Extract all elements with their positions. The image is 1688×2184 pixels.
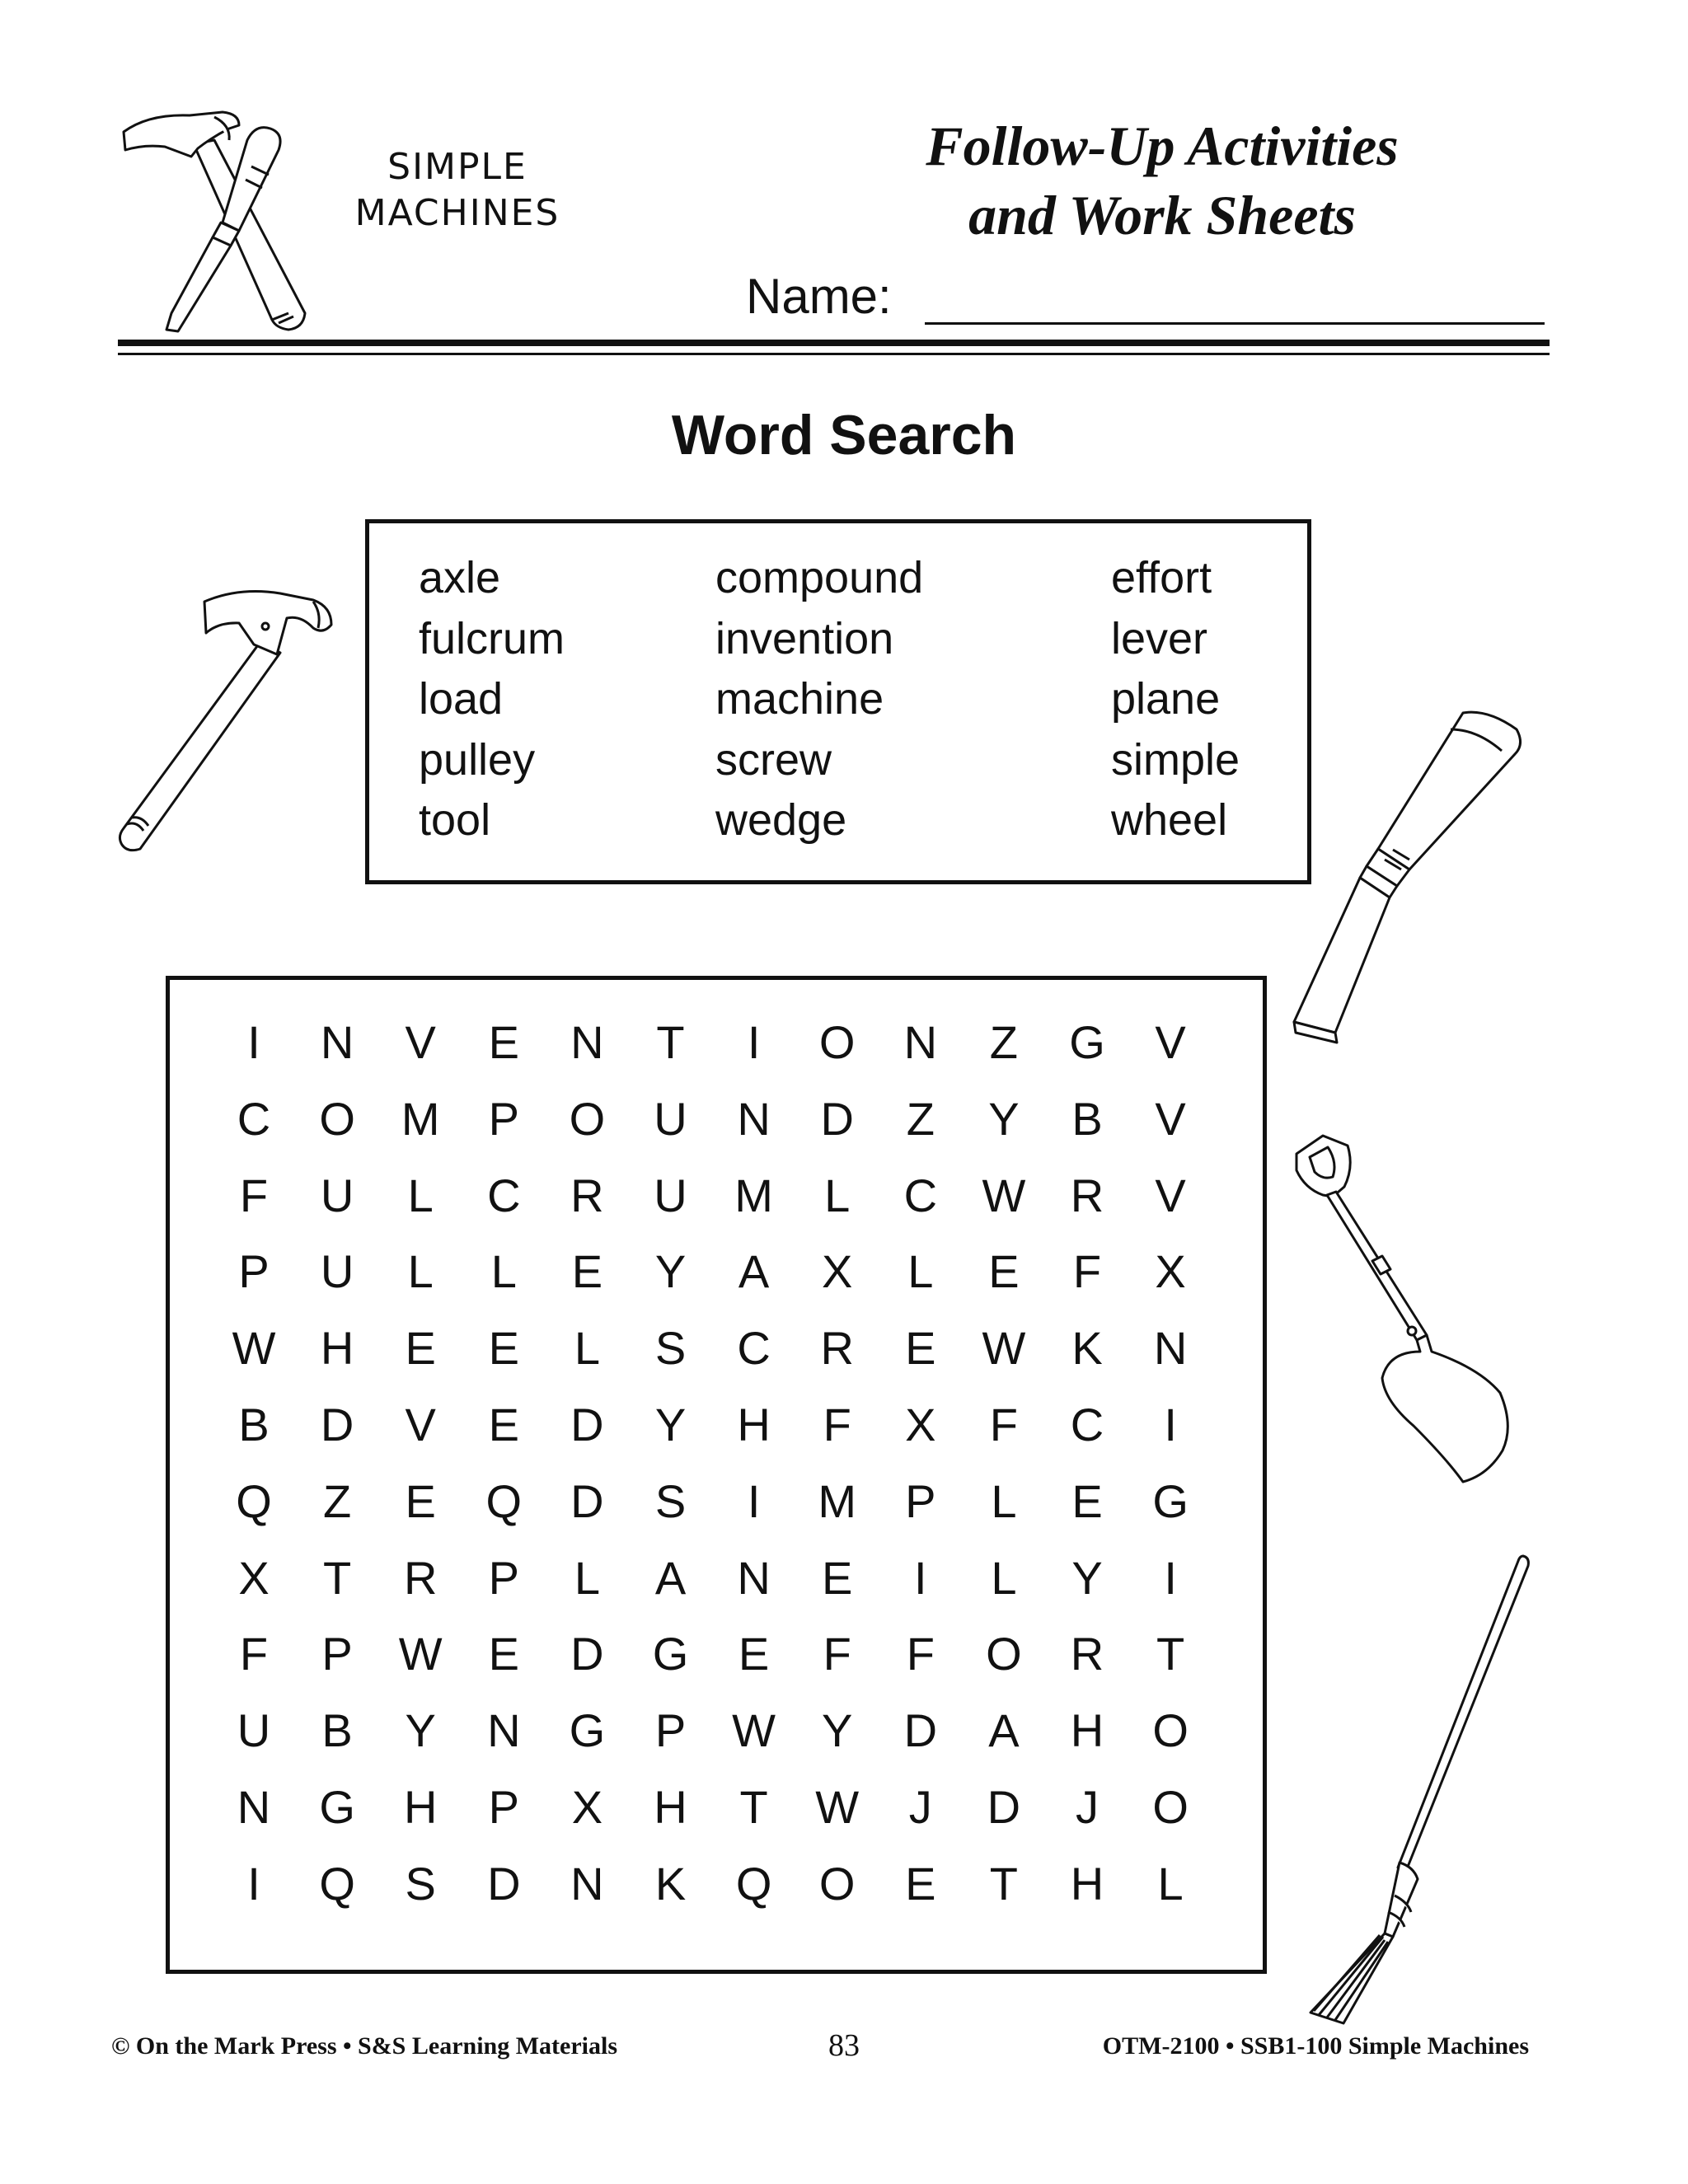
grid-letter[interactable]: T bbox=[322, 1551, 352, 1604]
grid-letter[interactable]: E bbox=[738, 1628, 770, 1680]
grid-letter[interactable]: K bbox=[654, 1857, 687, 1910]
grid-letter[interactable]: D bbox=[320, 1399, 354, 1451]
grid-letter[interactable]: N bbox=[237, 1781, 271, 1833]
grid-letter[interactable]: D bbox=[570, 1399, 604, 1451]
grid-letter[interactable]: B bbox=[238, 1399, 270, 1451]
word-bank-word: load bbox=[419, 674, 504, 724]
grid-letter[interactable]: L bbox=[991, 1551, 1017, 1604]
word-bank-word: axle bbox=[419, 553, 501, 602]
grid-letter[interactable]: L bbox=[991, 1474, 1017, 1527]
grid-letter[interactable]: R bbox=[570, 1169, 604, 1221]
logo-label bbox=[326, 144, 589, 237]
grid-letter[interactable]: P bbox=[488, 1781, 519, 1833]
grid-letter[interactable]: V bbox=[1155, 1016, 1186, 1068]
grid-letter[interactable]: R bbox=[820, 1322, 854, 1375]
grid-letter[interactable]: A bbox=[988, 1704, 1020, 1757]
word-bank-word: simple bbox=[1111, 734, 1240, 785]
grid-letter[interactable]: U bbox=[654, 1092, 687, 1145]
grid-letter[interactable]: T bbox=[989, 1857, 1018, 1910]
grid-letter[interactable]: S bbox=[654, 1322, 687, 1375]
grid-letter[interactable]: M bbox=[818, 1474, 857, 1527]
grid-letter[interactable]: T bbox=[739, 1781, 768, 1833]
grid-letter[interactable]: H bbox=[737, 1399, 771, 1451]
grid-letter[interactable]: Z bbox=[989, 1016, 1018, 1068]
grid-letter[interactable]: B bbox=[321, 1704, 353, 1757]
grid-letter[interactable]: N bbox=[487, 1704, 521, 1757]
grid-letter[interactable]: F bbox=[1072, 1245, 1102, 1298]
grid-letter[interactable]: E bbox=[405, 1474, 436, 1527]
grid-letter[interactable]: E bbox=[488, 1399, 519, 1451]
word-bank-column-1 bbox=[419, 548, 565, 851]
grid-letter[interactable]: B bbox=[1071, 1092, 1103, 1145]
grid-letter[interactable]: C bbox=[903, 1169, 938, 1221]
grid-letter[interactable]: N bbox=[737, 1551, 771, 1604]
header-divider-thin bbox=[118, 353, 1550, 355]
grid-letter[interactable]: E bbox=[488, 1322, 519, 1375]
grid-letter[interactable]: G bbox=[319, 1781, 355, 1833]
grid-letter[interactable]: D bbox=[987, 1781, 1021, 1833]
grid-letter[interactable]: L bbox=[574, 1322, 600, 1375]
grid-letter[interactable]: X bbox=[1155, 1245, 1186, 1298]
grid-letter[interactable]: Q bbox=[485, 1474, 523, 1527]
grid-letter[interactable]: I bbox=[1164, 1399, 1177, 1451]
header-title-line-2: and Work Sheets bbox=[968, 184, 1356, 246]
grid-letter[interactable]: T bbox=[1156, 1628, 1185, 1680]
grid-letter[interactable]: G bbox=[1152, 1474, 1189, 1527]
grid-letter[interactable]: S bbox=[654, 1474, 687, 1527]
grid-letter[interactable]: N bbox=[737, 1092, 771, 1145]
grid-letter[interactable]: L bbox=[824, 1169, 851, 1221]
grid-letter[interactable]: P bbox=[654, 1704, 687, 1757]
grid-letter[interactable]: Z bbox=[322, 1474, 352, 1527]
grid-letter[interactable]: F bbox=[823, 1628, 851, 1680]
grid-letter[interactable]: J bbox=[908, 1781, 932, 1833]
grid-letter[interactable]: X bbox=[571, 1781, 603, 1833]
grid-letter[interactable]: A bbox=[654, 1551, 687, 1604]
grid-letter[interactable]: U bbox=[654, 1169, 687, 1221]
grid-letter[interactable]: N bbox=[320, 1016, 354, 1068]
word-bank-word: screw bbox=[715, 734, 832, 785]
footer-product-code: OTM-2100 • SSB1-100 Simple Machines bbox=[1102, 2032, 1529, 2060]
grid-letter[interactable]: Z bbox=[906, 1092, 935, 1145]
grid-letter[interactable]: Y bbox=[405, 1704, 436, 1757]
grid-letter[interactable]: D bbox=[903, 1704, 938, 1757]
logo-label-line-2: MACHINES bbox=[354, 192, 560, 234]
grid-letter[interactable]: R bbox=[1070, 1628, 1104, 1680]
grid-letter[interactable]: Y bbox=[654, 1245, 687, 1298]
word-bank-word: plane bbox=[1111, 674, 1221, 724]
grid-letter[interactable]: L bbox=[907, 1245, 934, 1298]
grid-letter[interactable]: O bbox=[818, 1016, 856, 1068]
grid-letter[interactable]: E bbox=[988, 1245, 1020, 1298]
word-bank-word: wedge bbox=[715, 795, 847, 845]
word-bank-word: machine bbox=[715, 674, 884, 724]
logo-label-line-1: SIMPLE bbox=[387, 146, 528, 188]
grid-letter[interactable]: I bbox=[914, 1551, 927, 1604]
name-label: Name: bbox=[746, 269, 892, 324]
grid-letter[interactable]: V bbox=[1155, 1169, 1186, 1221]
grid-letter[interactable]: R bbox=[403, 1551, 438, 1604]
grid-letter[interactable]: M bbox=[734, 1169, 773, 1221]
word-bank-word: lever bbox=[1111, 613, 1208, 663]
grid-letter[interactable]: G bbox=[652, 1628, 689, 1680]
grid-letter[interactable]: W bbox=[982, 1169, 1026, 1221]
grid-letter[interactable]: W bbox=[982, 1322, 1026, 1375]
grid-letter[interactable]: F bbox=[823, 1399, 851, 1451]
grid-letter[interactable]: J bbox=[1076, 1781, 1099, 1833]
grid-letter[interactable]: T bbox=[656, 1016, 685, 1068]
grid-letter[interactable]: F bbox=[239, 1169, 269, 1221]
word-bank-word: tool bbox=[419, 795, 491, 845]
grid-letter[interactable]: L bbox=[407, 1169, 434, 1221]
grid-letter[interactable]: S bbox=[405, 1857, 436, 1910]
grid-letter[interactable]: A bbox=[738, 1245, 770, 1298]
grid-letter[interactable]: N bbox=[570, 1016, 604, 1068]
grid-letter[interactable]: U bbox=[237, 1704, 271, 1757]
grid-letter[interactable]: L bbox=[1157, 1857, 1184, 1910]
word-bank-column-3 bbox=[1111, 548, 1240, 851]
grid-letter[interactable]: E bbox=[488, 1628, 519, 1680]
header-title bbox=[824, 111, 1500, 250]
grid-letter[interactable]: I bbox=[247, 1016, 260, 1068]
word-bank-word: effort bbox=[1111, 553, 1212, 602]
grid-letter[interactable]: V bbox=[405, 1399, 436, 1451]
word-bank-word: fulcrum bbox=[419, 613, 565, 663]
grid-letter[interactable]: Y bbox=[822, 1704, 853, 1757]
grid-letter[interactable]: V bbox=[1155, 1092, 1186, 1145]
grid-letter[interactable]: P bbox=[321, 1628, 353, 1680]
grid-letter[interactable]: E bbox=[905, 1857, 936, 1910]
grid-letter[interactable]: D bbox=[570, 1628, 604, 1680]
grid-letter[interactable]: Y bbox=[654, 1399, 687, 1451]
grid-letter[interactable]: C bbox=[1070, 1399, 1104, 1451]
grid-letter[interactable]: G bbox=[569, 1704, 606, 1757]
grid-letter[interactable]: F bbox=[239, 1628, 269, 1680]
grid-letter[interactable]: W bbox=[232, 1322, 276, 1375]
word-bank bbox=[365, 519, 1311, 884]
grid-letter[interactable]: P bbox=[488, 1551, 519, 1604]
grid-letter[interactable]: Q bbox=[236, 1474, 272, 1527]
grid-letter[interactable]: O bbox=[1152, 1781, 1189, 1833]
grid-letter[interactable]: E bbox=[405, 1322, 436, 1375]
grid-letter[interactable]: O bbox=[319, 1092, 355, 1145]
grid-letter[interactable]: O bbox=[1152, 1704, 1189, 1757]
grid-letter[interactable]: N bbox=[1153, 1322, 1188, 1375]
grid-letter[interactable]: E bbox=[905, 1322, 936, 1375]
grid-letter[interactable]: F bbox=[989, 1399, 1018, 1451]
grid-letter[interactable]: H bbox=[320, 1322, 354, 1375]
header-title-line-1: Follow-Up Activities bbox=[926, 115, 1399, 177]
grid-letter[interactable]: Y bbox=[1071, 1551, 1103, 1604]
grid-letter[interactable]: C bbox=[737, 1322, 771, 1375]
chisel-icon bbox=[1286, 705, 1533, 1051]
header-divider-thick bbox=[118, 340, 1550, 346]
grid-letter[interactable]: U bbox=[320, 1169, 354, 1221]
grid-letter[interactable]: C bbox=[237, 1092, 271, 1145]
grid-letter[interactable]: H bbox=[1070, 1857, 1104, 1910]
grid-letter[interactable]: W bbox=[398, 1628, 443, 1680]
grid-letter[interactable]: E bbox=[488, 1016, 519, 1068]
grid-letter[interactable]: H bbox=[403, 1781, 438, 1833]
grid-letter[interactable]: P bbox=[488, 1092, 519, 1145]
word-bank-column-2 bbox=[715, 548, 923, 851]
grid-letter[interactable]: H bbox=[1070, 1704, 1104, 1757]
grid-letter[interactable]: M bbox=[401, 1092, 440, 1145]
grid-letter[interactable]: E bbox=[822, 1551, 853, 1604]
grid-letter[interactable]: D bbox=[487, 1857, 521, 1910]
grid-letter[interactable]: K bbox=[1071, 1322, 1103, 1375]
grid-letter[interactable]: G bbox=[1069, 1016, 1105, 1068]
shovel-icon bbox=[1290, 1129, 1529, 1492]
grid-letter[interactable]: L bbox=[407, 1245, 434, 1298]
grid-letter[interactable]: F bbox=[906, 1628, 935, 1680]
grid-letter[interactable]: R bbox=[1070, 1169, 1104, 1221]
grid-letter[interactable]: I bbox=[247, 1857, 260, 1910]
grid-letter[interactable]: I bbox=[747, 1474, 761, 1527]
word-bank-word: wheel bbox=[1111, 795, 1228, 845]
grid-letter[interactable]: E bbox=[1071, 1474, 1103, 1527]
grid-letter[interactable]: O bbox=[569, 1092, 606, 1145]
grid-letter[interactable]: P bbox=[905, 1474, 936, 1527]
grid-letter[interactable]: P bbox=[238, 1245, 270, 1298]
grid-letter[interactable]: I bbox=[1164, 1551, 1177, 1604]
grid-letter[interactable]: V bbox=[405, 1016, 436, 1068]
grid-letter[interactable]: N bbox=[903, 1016, 938, 1068]
grid-letter[interactable]: O bbox=[986, 1628, 1022, 1680]
grid-letter[interactable]: D bbox=[820, 1092, 854, 1145]
word-bank-word: invention bbox=[715, 613, 894, 663]
grid-letter[interactable]: X bbox=[238, 1551, 270, 1604]
footer-copyright: © On the Mark Press • S&S Learning Materials bbox=[111, 2032, 617, 2060]
grid-letter[interactable]: W bbox=[815, 1781, 860, 1833]
page-number: 83 bbox=[828, 2028, 860, 2063]
grid-letter[interactable]: N bbox=[570, 1857, 604, 1910]
page-title: Word Search bbox=[671, 404, 1017, 466]
grid-letter[interactable]: W bbox=[732, 1704, 776, 1757]
grid-letter[interactable]: X bbox=[905, 1399, 936, 1451]
grid-letter[interactable]: Q bbox=[319, 1857, 355, 1910]
hammer-icon bbox=[115, 577, 346, 857]
grid-letter[interactable]: Q bbox=[735, 1857, 772, 1910]
broom-icon bbox=[1302, 1549, 1533, 2027]
grid-letter[interactable]: E bbox=[571, 1245, 603, 1298]
name-field-line[interactable] bbox=[925, 322, 1545, 325]
grid-letter[interactable]: Y bbox=[988, 1092, 1020, 1145]
grid-letter[interactable]: U bbox=[320, 1245, 354, 1298]
grid-letter[interactable]: C bbox=[487, 1169, 521, 1221]
grid-letter[interactable]: O bbox=[818, 1857, 856, 1910]
grid-letter[interactable]: L bbox=[490, 1245, 517, 1298]
word-bank-word: compound bbox=[715, 553, 924, 602]
grid-letter[interactable]: I bbox=[747, 1016, 761, 1068]
grid-letter[interactable]: L bbox=[574, 1551, 600, 1604]
crossed-tools-icon bbox=[115, 107, 313, 338]
grid-letter[interactable]: D bbox=[570, 1474, 604, 1527]
word-bank-word: pulley bbox=[419, 734, 536, 785]
grid-letter[interactable]: H bbox=[654, 1781, 687, 1833]
grid-letter[interactable]: X bbox=[822, 1245, 853, 1298]
